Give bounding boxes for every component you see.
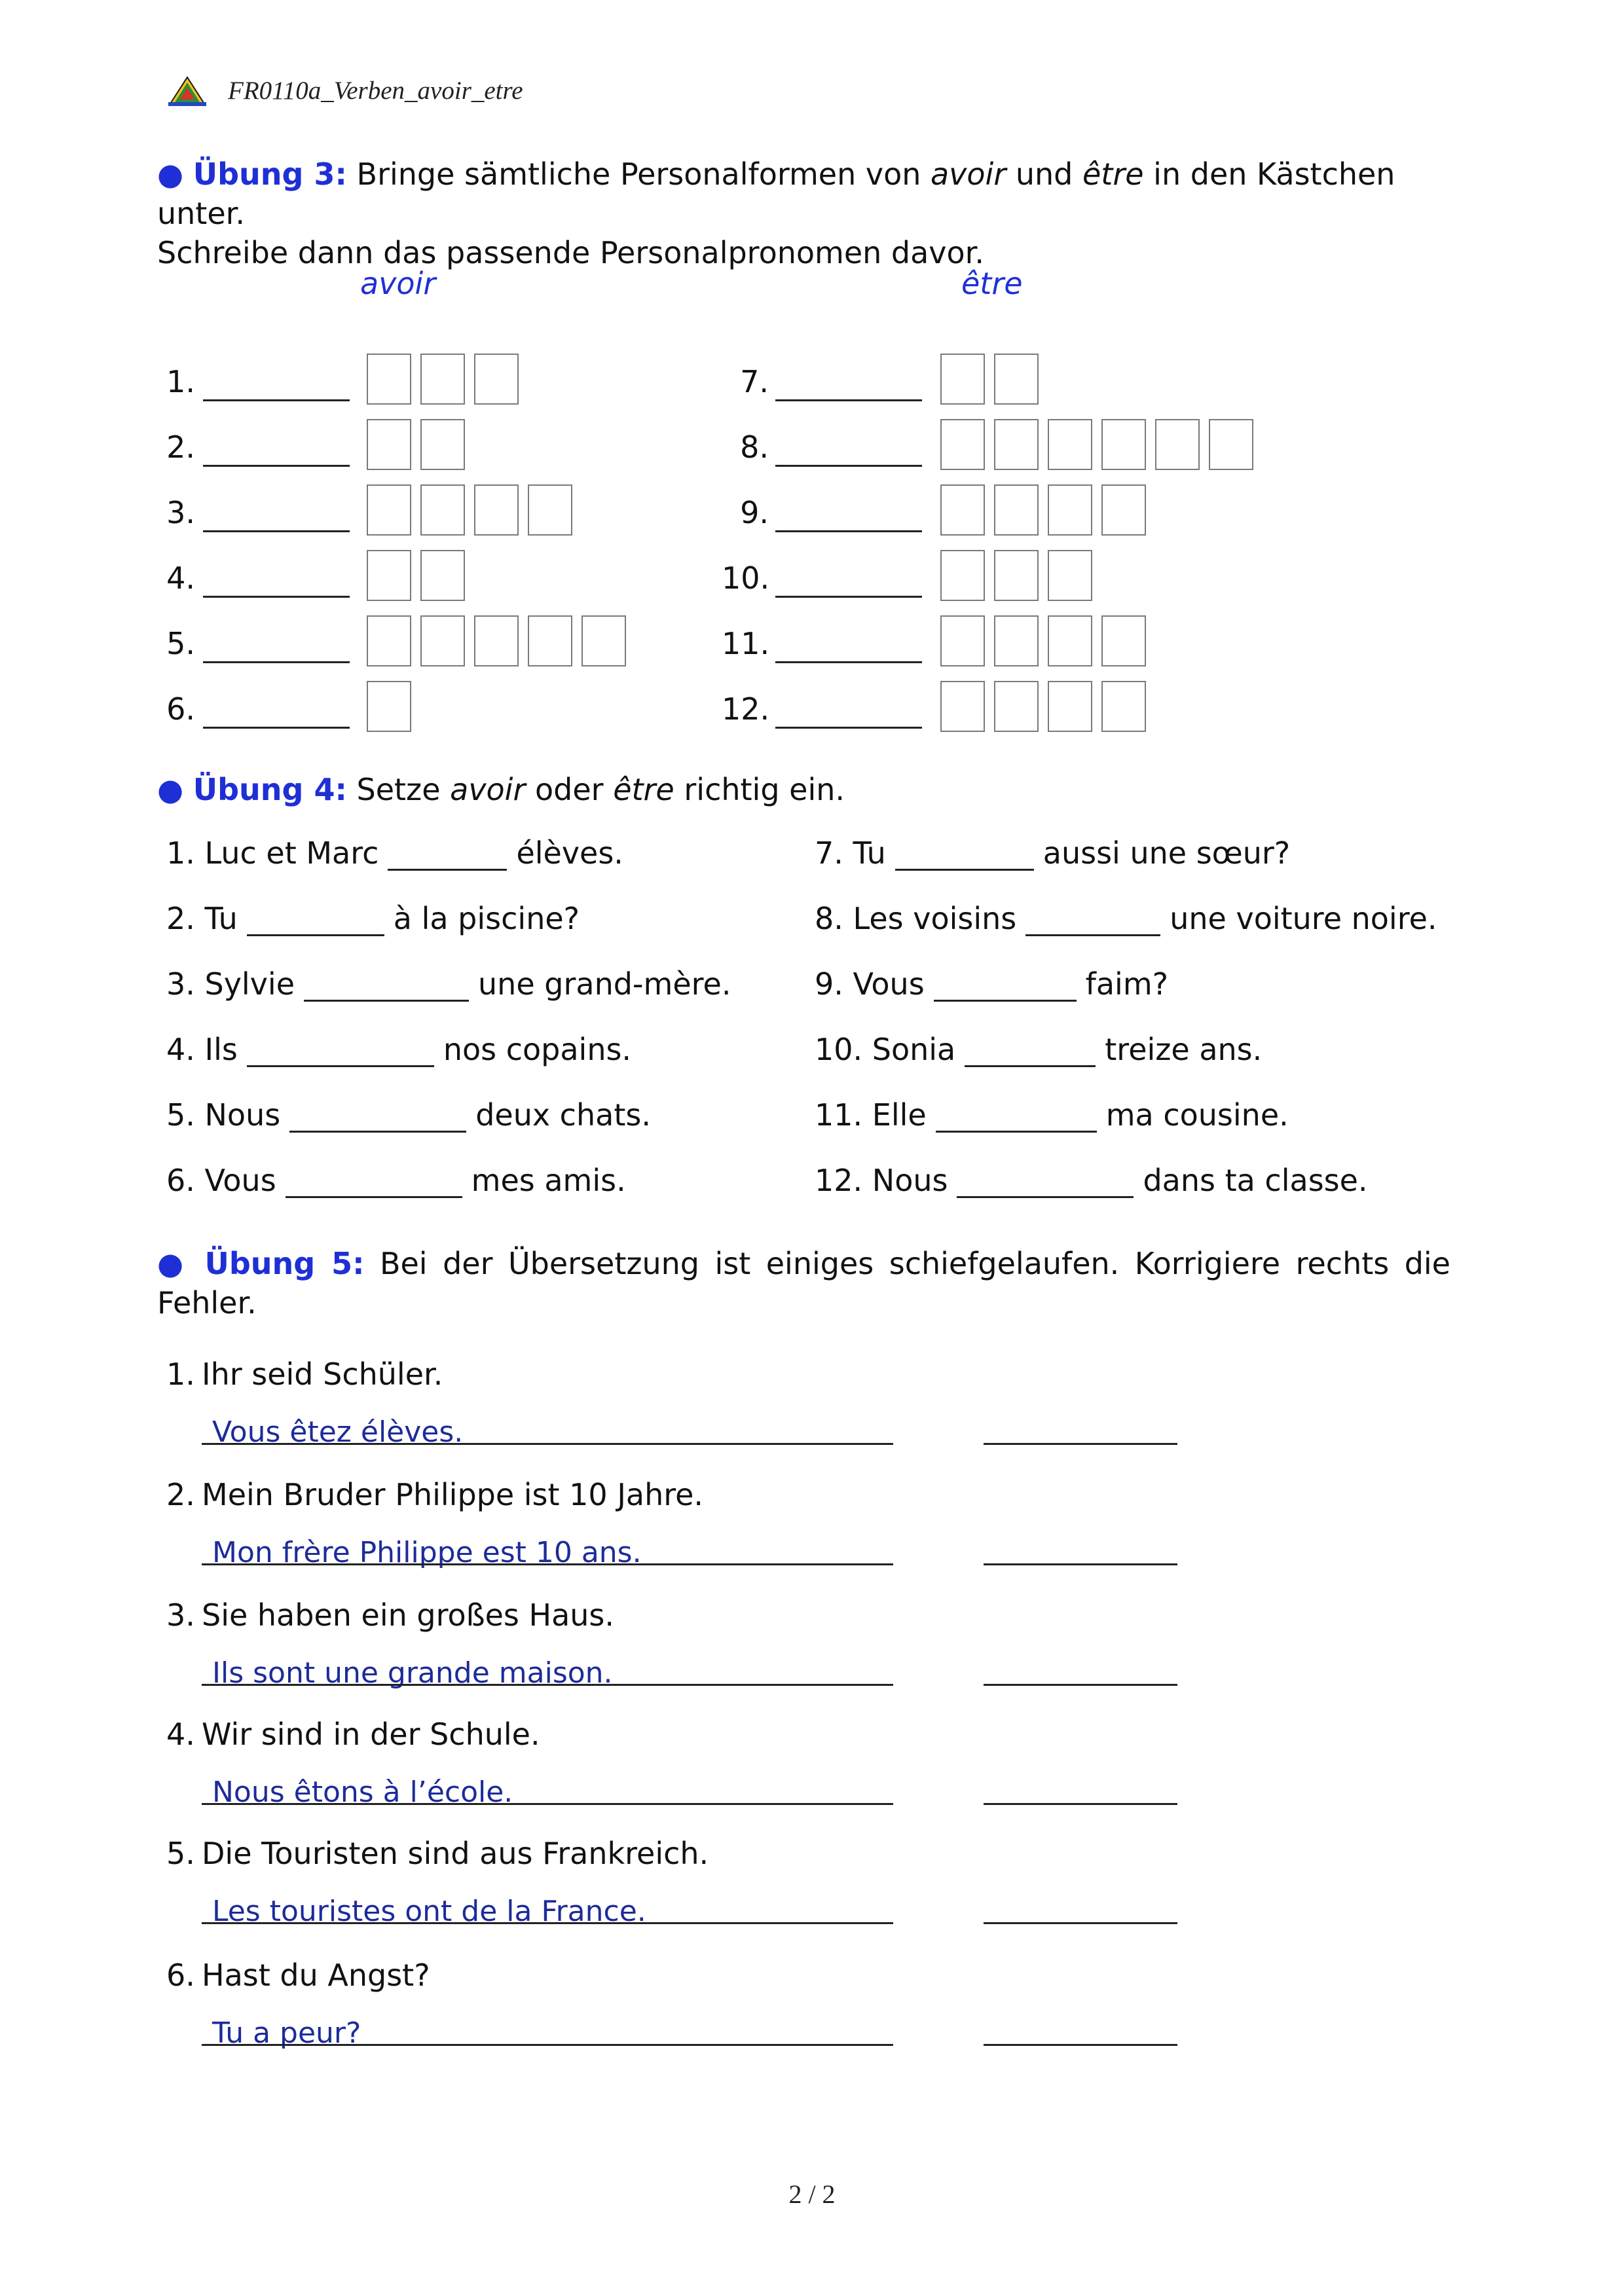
bullet-icon: ● — [157, 772, 184, 807]
letter-box[interactable] — [474, 615, 519, 666]
pronoun-blank[interactable] — [775, 727, 922, 729]
verb-blank[interactable] — [286, 1167, 462, 1198]
sentence-end: faim? — [1085, 966, 1169, 1002]
sentence-end: une grand-mère. — [478, 966, 731, 1002]
verb-blank[interactable] — [965, 1036, 1096, 1067]
faulty-translation: Tu a peur? — [212, 2016, 361, 2050]
row-number: 1. — [166, 364, 195, 399]
letter-box[interactable] — [420, 484, 465, 536]
faulty-translation: Mon frère Philippe est 10 ans. — [212, 1536, 642, 1569]
uebung5-label: Übung 5: — [204, 1246, 365, 1281]
verb-blank[interactable] — [247, 905, 384, 936]
pronoun-blank[interactable] — [203, 465, 350, 467]
verb-avoir: avoir — [930, 156, 1006, 192]
translation-line — [202, 1443, 893, 1445]
german-sentence: Mein Bruder Philippe ist 10 Jahre. — [202, 1477, 704, 1512]
pronoun-blank[interactable] — [203, 399, 350, 401]
sentence-end: mes amis. — [471, 1163, 626, 1198]
pronoun-blank[interactable] — [775, 399, 922, 401]
verb-blank[interactable] — [957, 1167, 1134, 1198]
row-number: 12. — [722, 691, 770, 727]
sentence-start: 8. Les voisins — [815, 901, 1017, 936]
translation-line — [202, 1922, 893, 1924]
document-title: FR0110a_Verben_avoir_etre — [228, 77, 523, 105]
letter-box[interactable] — [367, 354, 411, 405]
bullet-icon: ● — [157, 1246, 189, 1281]
sentence-start: 7. Tu — [815, 835, 886, 871]
verb-etre: être — [1082, 156, 1144, 192]
sentence-right-5 — [815, 1097, 1289, 1133]
verb-blank[interactable] — [304, 971, 469, 1002]
letter-box[interactable] — [1048, 484, 1092, 536]
sentence-start: 9. Vous — [815, 966, 925, 1002]
page-number: 2 / 2 — [788, 2179, 836, 2209]
faulty-translation: Vous êtez élèves. — [212, 1415, 464, 1449]
uebung3-text: in den Kästchen unter. — [157, 156, 1395, 231]
uebung4-text: richtig ein. — [674, 772, 845, 807]
letter-box[interactable] — [994, 419, 1039, 470]
uebung4-text: oder — [525, 772, 614, 807]
letter-box[interactable] — [1048, 550, 1092, 601]
correction-blank[interactable] — [984, 1803, 1177, 1805]
row-number: 8. — [740, 429, 769, 465]
letter-box[interactable] — [1048, 615, 1092, 666]
pronoun-blank[interactable] — [203, 596, 350, 598]
letter-box[interactable] — [940, 354, 985, 405]
letter-box[interactable] — [1209, 419, 1253, 470]
letter-box[interactable] — [994, 681, 1039, 732]
letter-box[interactable] — [1101, 419, 1146, 470]
letter-box[interactable] — [1155, 419, 1200, 470]
sentence-right-1 — [815, 835, 1290, 871]
letter-box[interactable] — [1101, 615, 1146, 666]
sentence-right-2 — [815, 901, 1437, 936]
letter-box[interactable] — [1101, 681, 1146, 732]
correction-blank[interactable] — [984, 1684, 1177, 1686]
letter-box[interactable] — [528, 615, 572, 666]
verb-blank[interactable] — [895, 840, 1034, 871]
letter-box[interactable] — [994, 550, 1039, 601]
letter-box[interactable] — [420, 419, 465, 470]
correction-blank[interactable] — [984, 1922, 1177, 1924]
german-sentence: Sie haben ein großes Haus. — [202, 1597, 615, 1633]
verb-blank[interactable] — [247, 1036, 434, 1067]
german-sentence: Ihr seid Schüler. — [202, 1357, 443, 1392]
faulty-translation: Nous êtons à l’école. — [212, 1776, 513, 1809]
sentence-end: nos copains. — [443, 1032, 632, 1067]
verb-avoir: avoir — [450, 772, 526, 807]
verb-blank[interactable] — [289, 1102, 466, 1133]
sentence-left-4 — [166, 1032, 631, 1067]
sentence-left-2 — [166, 901, 580, 936]
translation-line — [202, 1563, 893, 1565]
item-number: 3. — [166, 1597, 195, 1633]
letter-box[interactable] — [367, 681, 411, 732]
uebung3-text: und — [1006, 156, 1082, 192]
sentence-start: 3. Sylvie — [166, 966, 295, 1002]
uebung5-text: Bei der Übersetzung ist einiges schiefgelaufen. Korrigiere rechts die Fehler. — [157, 1246, 1450, 1321]
sentence-end: deux chats. — [475, 1097, 651, 1133]
row-number: 3. — [166, 495, 195, 530]
letter-box[interactable] — [994, 354, 1039, 405]
row-number: 11. — [722, 626, 770, 661]
verb-blank[interactable] — [936, 1102, 1097, 1133]
german-sentence: Wir sind in der Schule. — [202, 1717, 540, 1752]
sentence-start: 2. Tu — [166, 901, 238, 936]
row-number: 5. — [166, 626, 195, 661]
letter-box[interactable] — [1048, 419, 1092, 470]
translation-line — [202, 2044, 893, 2046]
letter-box[interactable] — [940, 681, 985, 732]
letter-box[interactable] — [420, 615, 465, 666]
row-number: 9. — [740, 495, 769, 530]
uebung4-text: Setze — [346, 772, 451, 807]
sentence-left-3 — [166, 966, 731, 1002]
sentence-end: à la piscine? — [393, 901, 580, 936]
column-heading-etre: être — [961, 266, 1023, 301]
letter-box[interactable] — [474, 484, 519, 536]
uebung4-label: Übung 4: — [193, 772, 347, 807]
sentence-left-5 — [166, 1097, 651, 1133]
sentence-end: ma cousine. — [1105, 1097, 1289, 1133]
item-number: 5. — [166, 1836, 195, 1871]
letter-box[interactable] — [528, 484, 572, 536]
letter-box[interactable] — [1101, 484, 1146, 536]
pronoun-blank[interactable] — [775, 465, 922, 467]
bullet-icon: ● — [157, 156, 184, 192]
faulty-translation: Les touristes ont de la France. — [212, 1895, 646, 1928]
sentence-end: treize ans. — [1105, 1032, 1263, 1067]
letter-box[interactable] — [994, 484, 1039, 536]
uebung3-text: Bringe sämtliche Personalformen von — [346, 156, 931, 192]
pronoun-blank[interactable] — [775, 596, 922, 598]
uebung3-label: Übung 3: — [193, 156, 347, 192]
sentence-start: 10. Sonia — [815, 1032, 956, 1067]
sentence-left-1 — [166, 835, 623, 871]
uebung3-text-line2: Schreibe dann das passende Personalpronomen davor. — [157, 235, 984, 270]
letter-box[interactable] — [367, 615, 411, 666]
letter-box[interactable] — [940, 615, 985, 666]
uebung4-instruction — [157, 770, 1450, 809]
row-number: 10. — [722, 560, 770, 596]
letter-box[interactable] — [940, 484, 985, 536]
sentence-end: élèves. — [516, 835, 623, 871]
pronoun-blank[interactable] — [775, 530, 922, 532]
sentence-start: 1. Luc et Marc — [166, 835, 379, 871]
translation-line — [202, 1684, 893, 1686]
row-number: 7. — [740, 364, 769, 399]
sentence-start: 6. Vous — [166, 1163, 276, 1198]
sentence-left-6 — [166, 1163, 626, 1198]
item-number: 6. — [166, 1958, 195, 1993]
column-heading-avoir: avoir — [360, 266, 436, 301]
german-sentence: Die Touristen sind aus Frankreich. — [202, 1836, 709, 1871]
letter-box[interactable] — [420, 354, 465, 405]
uebung3-instruction — [157, 155, 1450, 272]
sentence-end: une voiture noire. — [1170, 901, 1437, 936]
letter-box[interactable] — [367, 484, 411, 536]
german-sentence: Hast du Angst? — [202, 1958, 430, 1993]
letter-box[interactable] — [474, 354, 519, 405]
letter-box[interactable] — [994, 615, 1039, 666]
sentence-start: 4. Ils — [166, 1032, 238, 1067]
pronoun-blank[interactable] — [203, 661, 350, 663]
correction-blank[interactable] — [984, 2044, 1177, 2046]
verb-blank[interactable] — [934, 971, 1077, 1002]
sentence-right-6 — [815, 1163, 1368, 1198]
pronoun-blank[interactable] — [775, 661, 922, 663]
row-number: 4. — [166, 560, 195, 596]
correction-blank[interactable] — [984, 1563, 1177, 1565]
verb-blank[interactable] — [1025, 905, 1160, 936]
sentence-start: 5. Nous — [166, 1097, 281, 1133]
item-number: 1. — [166, 1357, 195, 1392]
item-number: 2. — [166, 1477, 195, 1512]
sentence-end: aussi une sœur? — [1043, 835, 1291, 871]
item-number: 4. — [166, 1717, 195, 1752]
sentence-right-4 — [815, 1032, 1262, 1067]
letter-box[interactable] — [420, 550, 465, 601]
letter-box[interactable] — [367, 419, 411, 470]
row-number: 6. — [166, 691, 195, 727]
verb-blank[interactable] — [388, 840, 507, 871]
letter-box[interactable] — [367, 550, 411, 601]
pronoun-blank[interactable] — [203, 530, 350, 532]
letter-box[interactable] — [1048, 681, 1092, 732]
translation-line — [202, 1803, 893, 1805]
letter-box[interactable] — [940, 419, 985, 470]
sentence-end: dans ta classe. — [1143, 1163, 1368, 1198]
sentence-start: 11. Elle — [815, 1097, 927, 1133]
pronoun-blank[interactable] — [203, 727, 350, 729]
letter-box[interactable] — [581, 615, 626, 666]
sentence-right-3 — [815, 966, 1168, 1002]
verb-etre: être — [613, 772, 674, 807]
letter-box[interactable] — [940, 550, 985, 601]
faulty-translation: Ils sont une grande maison. — [212, 1656, 613, 1690]
sentence-start: 12. Nous — [815, 1163, 948, 1198]
correction-blank[interactable] — [984, 1443, 1177, 1445]
uebung5-instruction — [157, 1244, 1450, 1322]
logo-icon — [167, 76, 208, 107]
row-number: 2. — [166, 429, 195, 465]
